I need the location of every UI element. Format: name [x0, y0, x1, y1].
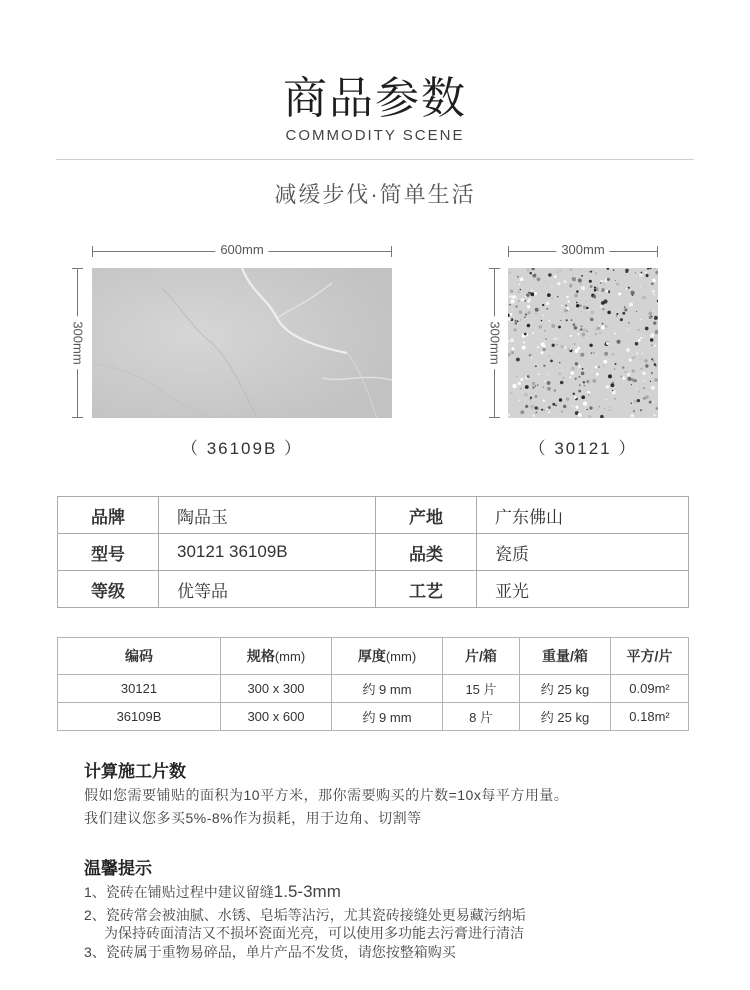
calc-line-2: 我们建议您多买5%-8%作为损耗，用于边角、切割等 — [84, 810, 422, 826]
tile1-height-dimension — [72, 268, 84, 418]
page-subtitle: COMMODITY SCENE — [285, 127, 465, 144]
page-title: 商品参数 — [283, 74, 467, 123]
tip-item-1-text: 1、瓷砖在铺贴过程中建议留缝 — [84, 884, 274, 900]
spec-header-row — [58, 638, 689, 675]
spec-cell: 0.09m² — [611, 675, 689, 703]
spec-header: 编码 — [58, 638, 221, 675]
info-key: 型号 — [58, 534, 159, 571]
info-key: 产地 — [376, 497, 477, 534]
tile2-width-dimension — [508, 242, 658, 258]
calc-title: 计算施工片数 — [84, 762, 186, 781]
info-value: 陶品玉 — [159, 497, 376, 534]
spec-cell: 15 片 — [443, 675, 520, 703]
tile2-width-label: 300mm — [556, 242, 609, 257]
product-info-table — [57, 496, 689, 608]
tip-item-2-cont: 为保持砖面清洁又不损坏瓷面光亮，可以使用多功能去污膏进行清洁 — [104, 925, 524, 941]
spec-cell: 约 25 kg — [520, 675, 611, 703]
info-value: 30121 36109B — [159, 534, 376, 571]
spec-cell: 约 25 kg — [520, 703, 611, 731]
tip-item-1 — [84, 882, 341, 902]
tile1-height-label: 300mm — [71, 316, 86, 369]
info-key: 品类 — [376, 534, 477, 571]
spec-cell: 约 9 mm — [332, 703, 443, 731]
terrazzo-speckles — [508, 268, 658, 418]
spec-header: 规格(mm) — [221, 638, 332, 675]
spec-header: 重量/箱 — [520, 638, 611, 675]
header-divider — [56, 159, 694, 160]
spec-cell: 300 x 300 — [221, 675, 332, 703]
tile2-code: （ 30121 ） — [528, 439, 638, 458]
spec-cell: 36109B — [58, 703, 221, 731]
info-value: 优等品 — [159, 571, 376, 608]
tip-item-2: 2、瓷砖常会被油腻、水锈、皂垢等沾污，尤其瓷砖接缝处更易藏污纳垢 — [84, 907, 526, 923]
tile2-height-dimension — [489, 268, 501, 418]
info-value: 广东佛山 — [477, 497, 689, 534]
info-row — [58, 534, 689, 571]
spec-row — [58, 675, 689, 703]
tip-item-3: 3、瓷砖属于重物易碎品，单片产品不发货，请您按整箱购买 — [84, 944, 456, 960]
spec-cell: 8 片 — [443, 703, 520, 731]
tile-marble-image — [92, 268, 392, 418]
tile2-height-label: 300mm — [488, 316, 503, 369]
info-key: 品牌 — [58, 497, 159, 534]
tile-terrazzo-image — [508, 268, 658, 418]
spec-cell: 约 9 mm — [332, 675, 443, 703]
spec-header: 片/箱 — [443, 638, 520, 675]
info-key: 工艺 — [376, 571, 477, 608]
tile1-width-dimension — [92, 242, 392, 258]
tile1-width-label: 600mm — [215, 242, 268, 257]
tile1-code: （ 36109B ） — [180, 439, 304, 458]
info-key: 等级 — [58, 571, 159, 608]
info-row — [58, 497, 689, 534]
info-value: 瓷质 — [477, 534, 689, 571]
spec-header: 厚度(mm) — [332, 638, 443, 675]
info-row — [58, 571, 689, 608]
tips-title: 温馨提示 — [84, 859, 152, 878]
spec-table — [57, 637, 689, 731]
spec-header: 平方/片 — [611, 638, 689, 675]
tip-item-1-value: 1.5-3mm — [273, 882, 341, 901]
marble-veins — [92, 268, 392, 418]
info-value: 亚光 — [477, 571, 689, 608]
spec-cell: 300 x 600 — [221, 703, 332, 731]
spec-cell: 30121 — [58, 675, 221, 703]
slogan: 减缓步伐·简单生活 — [274, 182, 476, 207]
spec-cell: 0.18m² — [611, 703, 689, 731]
spec-row — [58, 703, 689, 731]
calc-line-1: 假如您需要铺贴的面积为10平方米，那你需要购买的片数=10x每平方用量。 — [84, 787, 569, 803]
